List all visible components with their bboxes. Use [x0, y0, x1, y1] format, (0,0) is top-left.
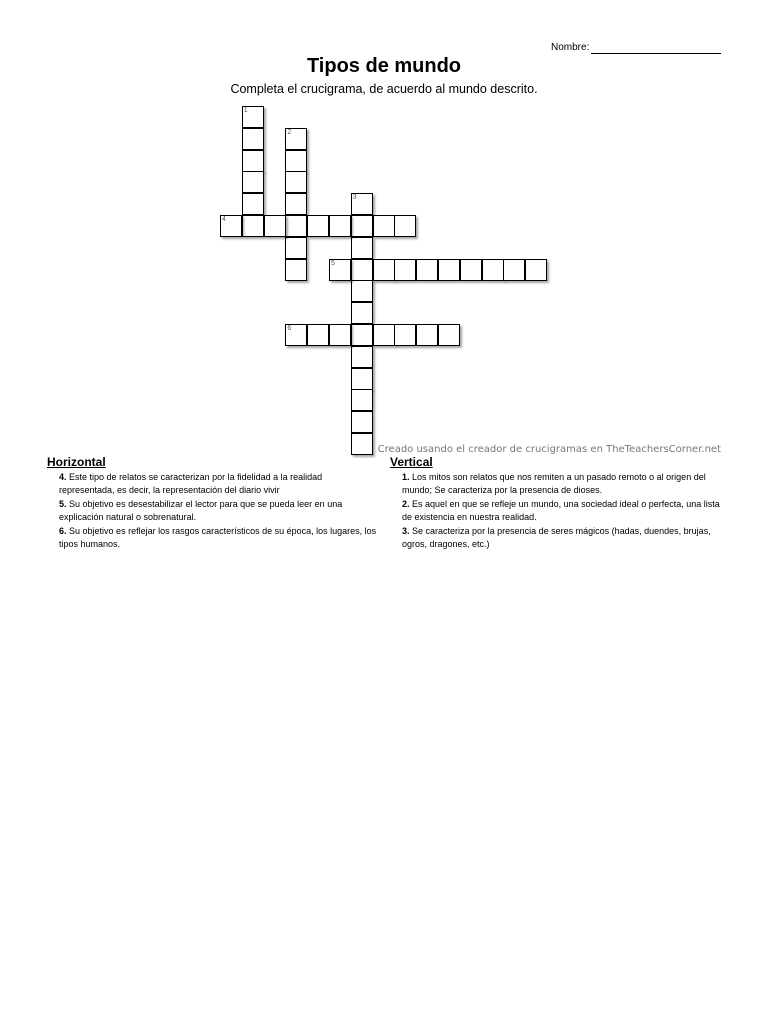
- cell-number: 2: [287, 128, 292, 136]
- crossword-cell[interactable]: [285, 237, 307, 259]
- crossword-cell[interactable]: [416, 324, 438, 346]
- crossword-cell[interactable]: [351, 368, 373, 390]
- down-heading: Vertical: [390, 455, 433, 469]
- clue-down-3: 3. Se caracteriza por la presencia de seres mágicos (hadas, duendes, brujas, ogros, dragones, etc.): [402, 525, 711, 549]
- crossword-cell[interactable]: [307, 324, 329, 346]
- crossword-cell[interactable]: [351, 302, 373, 324]
- crossword-cell[interactable]: [351, 237, 373, 259]
- crossword-cell[interactable]: [482, 259, 504, 281]
- cell-number: 4: [222, 216, 226, 223]
- crossword-cell[interactable]: [351, 324, 373, 346]
- crossword-cell[interactable]: [285, 324, 307, 346]
- crossword-cell[interactable]: [242, 128, 264, 150]
- clue-across-6: 6. Su objetivo es reflejar los rasgos característicos de su época, los lugares, los tipos humanos.: [59, 525, 377, 549]
- cell-number: 1: [243, 107, 248, 114]
- crossword-cell[interactable]: [460, 259, 482, 281]
- cell-number: 3: [352, 194, 357, 202]
- crossword-cell[interactable]: [351, 280, 373, 302]
- crossword-cell[interactable]: [351, 193, 373, 215]
- crossword-cell[interactable]: [242, 150, 264, 172]
- crossword-cell[interactable]: [351, 346, 373, 368]
- across-heading: Horizontal: [47, 455, 106, 469]
- crossword-cell[interactable]: [351, 411, 373, 433]
- crossword-cell[interactable]: [394, 215, 416, 237]
- clue-across-4: 4. Este tipo de relatos se caracterizan por la fidelidad a la realidad representada, es decir, la representación del diario vivir: [59, 471, 323, 495]
- cell-number: 5: [331, 259, 335, 267]
- crossword-cell[interactable]: [307, 215, 329, 237]
- across-clues: [47, 456, 377, 552]
- crossword-cell[interactable]: [242, 106, 264, 128]
- crossword-cell[interactable]: [525, 259, 547, 281]
- instructions: Completa el crucigrama, de acuerdo al mundo descrito.: [230, 82, 538, 96]
- crossword-cell[interactable]: [438, 324, 460, 346]
- cell-number: 6: [287, 325, 292, 332]
- crossword-cell[interactable]: [285, 193, 307, 215]
- crossword-cell[interactable]: [242, 171, 264, 193]
- crossword-cell[interactable]: [329, 215, 351, 237]
- crossword-cell[interactable]: [438, 259, 460, 281]
- crossword-grid: [0, 0, 768, 450]
- crossword-cell[interactable]: [503, 259, 525, 281]
- crossword-cell[interactable]: [394, 324, 416, 346]
- clue-across-5: 5. Su objetivo es desestabilizar el lector para que se pueda leer en una explicación natural o sobrenatural.: [59, 498, 343, 522]
- crossword-cell[interactable]: [264, 215, 286, 237]
- clue-down-2: 2. Es aquel en que se refleje un mundo, una sociedad ideal o perfecta, una lista de existencia en nuestra realidad.: [402, 498, 720, 522]
- crossword-cell[interactable]: [242, 193, 264, 215]
- crossword-cell[interactable]: [351, 433, 373, 455]
- crossword-cell[interactable]: [242, 215, 264, 237]
- crossword-cell[interactable]: [329, 259, 351, 281]
- crossword-cell[interactable]: [351, 259, 373, 281]
- credit-text: Creado usando el creador de crucigramas en TheTeachersCorner.net: [377, 444, 721, 455]
- crossword-cell[interactable]: [373, 215, 395, 237]
- crossword-cell[interactable]: [220, 215, 242, 237]
- crossword-cell[interactable]: [373, 259, 395, 281]
- page-title: Tipos de mundo: [306, 55, 462, 77]
- clue-down-1: 1. Los mitos son relatos que nos remiten a un pasado remoto o al origen del mundo; Se caracteriza por la presencia de dioses.: [402, 471, 706, 495]
- name-label: Nombre:: [551, 42, 590, 53]
- crossword-cell[interactable]: [351, 389, 373, 411]
- crossword-cell[interactable]: [351, 215, 373, 237]
- crossword-cell[interactable]: [285, 259, 307, 281]
- crossword-cell[interactable]: [285, 171, 307, 193]
- crossword-cell[interactable]: [416, 259, 438, 281]
- crossword-cell[interactable]: [329, 324, 351, 346]
- crossword-cell[interactable]: [285, 215, 307, 237]
- crossword-cell[interactable]: [373, 324, 395, 346]
- crossword-cell[interactable]: [285, 150, 307, 172]
- down-clues: [390, 456, 720, 552]
- crossword-cell[interactable]: [285, 128, 307, 150]
- crossword-cell[interactable]: [394, 259, 416, 281]
